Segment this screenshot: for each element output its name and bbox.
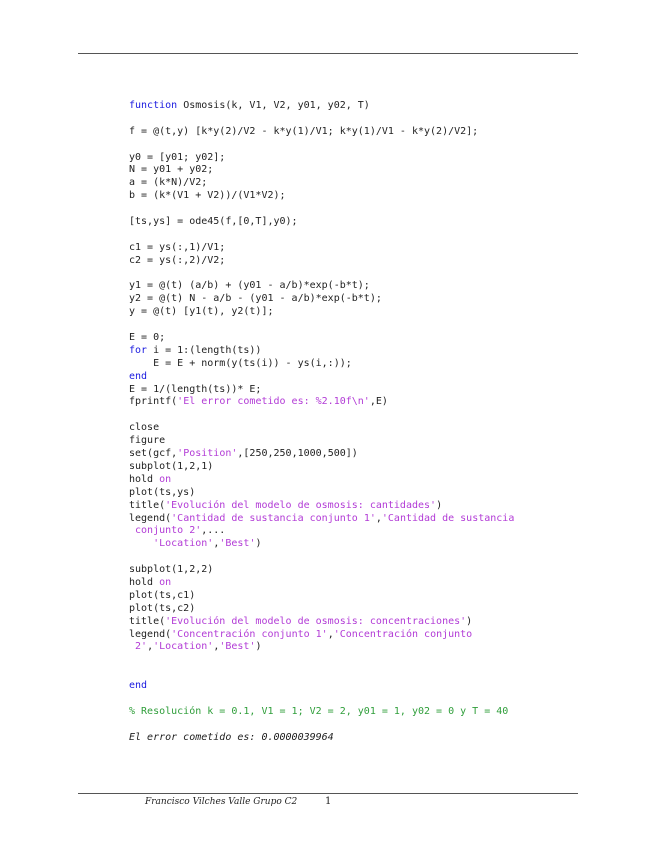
code-line: [129, 487, 569, 500]
code-token-plain: legend(: [129, 512, 172, 524]
code-token-kw: end: [129, 680, 148, 692]
code-token-str: 'Best': [219, 538, 256, 550]
code-token-plain: c2 = ys(:,2)/V2;: [129, 254, 226, 266]
code-token-plain: ): [436, 499, 443, 511]
code-line: [129, 371, 569, 384]
code-token-plain: y = @(t) [y1(t), y2(t)];: [129, 306, 274, 318]
code-token-plain: subplot(1,2,1): [129, 460, 214, 472]
code-token-str: 'Evolución del modelo de osmosis: concentraciones': [165, 615, 467, 627]
code-token-plain: fprintf(: [129, 396, 178, 408]
code-token-comment: % Resolución k = 0.1, V1 = 1; V2 = 2, y01 = 1, y02 = 0 y T = 40: [129, 705, 509, 717]
code-token-str: 'Evolución del modelo de osmosis: cantidades': [165, 499, 437, 511]
code-token-str: on: [159, 576, 172, 588]
code-line: [129, 590, 569, 603]
code-token-str: 2': [129, 641, 148, 653]
footer-rule: [78, 793, 578, 794]
code-token-plain: ,: [147, 641, 154, 653]
code-token-plain: ,: [375, 512, 382, 524]
code-line: [129, 280, 569, 293]
code-token-plain: ): [255, 641, 262, 653]
code-line: [129, 538, 569, 551]
code-line: [129, 474, 569, 487]
code-line: [129, 577, 569, 590]
code-line: [129, 190, 569, 203]
code-line: [129, 358, 569, 371]
code-token-plain: plot(ts,c2): [129, 602, 196, 614]
code-token-str: 'Concentración conjunto: [333, 628, 473, 640]
code-token-str: 'Location': [153, 641, 214, 653]
code-line: [129, 680, 569, 693]
code-token-plain: b = (k*(V1 + V2))/(V1*V2);: [129, 190, 286, 202]
code-token-str: on: [159, 473, 172, 485]
code-line: [129, 229, 569, 242]
code-line: [129, 461, 569, 474]
code-token-plain: i = 1:(length(ts)): [147, 344, 262, 356]
code-token-plain: plot(ts,c1): [129, 589, 196, 601]
code-line: [129, 396, 569, 409]
code-line: [129, 719, 569, 732]
code-line: [129, 435, 569, 448]
code-line: [129, 126, 569, 139]
code-line: [129, 422, 569, 435]
code-token-plain: f = @(t,y) [k*y(2)/V2 - k*y(1)/V1; k*y(1)/V1 - k*y(2)/V2];: [129, 125, 479, 137]
code-token-str: 'Cantidad de sustancia: [381, 512, 515, 524]
code-token-kw: end: [129, 370, 148, 382]
code-line: [129, 100, 569, 113]
code-line: [129, 629, 569, 642]
code-token-plain: close: [129, 422, 160, 434]
code-line: [129, 667, 569, 680]
code-line: [129, 564, 569, 577]
code-line: [129, 113, 569, 126]
code-line: [129, 203, 569, 216]
code-token-plain: c1 = ys(:,1)/V1;: [129, 241, 226, 253]
code-token-plain: ,[250,250,1000,500]): [237, 448, 358, 460]
code-token-plain: hold: [129, 576, 160, 588]
code-line: [129, 319, 569, 332]
header-rule: [78, 53, 578, 54]
code-line: [129, 654, 569, 667]
code-listing: [129, 100, 569, 745]
code-token-plain: a = (k*N)/V2;: [129, 177, 208, 189]
code-token-plain: E = E + norm(y(ts(i)) - ys(i,:));: [129, 357, 352, 369]
code-token-plain: E = 1/(length(ts))* E;: [129, 383, 262, 395]
code-token-str: 'Concentración conjunto 1': [171, 628, 328, 640]
code-token-str: conjunto 2': [129, 525, 202, 537]
code-token-plain: legend(: [129, 628, 172, 640]
code-token-kw: for: [129, 344, 148, 356]
code-line: [129, 255, 569, 268]
code-token-str: 'Best': [219, 641, 256, 653]
code-token-plain: subplot(1,2,2): [129, 564, 214, 576]
code-line: [129, 345, 569, 358]
code-line: [129, 732, 569, 745]
code-token-plain: y2 = @(t) N - a/b - (y01 - a/b)*exp(-b*t);: [129, 293, 382, 305]
code-line: [129, 164, 569, 177]
code-token-plain: set(gcf,: [129, 448, 178, 460]
code-line: [129, 603, 569, 616]
code-line: [129, 616, 569, 629]
code-line: [129, 293, 569, 306]
code-token-output: El error cometido es: 0.0000039964: [129, 731, 334, 743]
code-line: [129, 706, 569, 719]
code-token-plain: title(: [129, 615, 166, 627]
code-line: [129, 409, 569, 422]
code-line: [129, 216, 569, 229]
code-token-plain: [ts,ys] = ode45(f,[0,T],y0);: [129, 216, 298, 228]
code-token-plain: figure: [129, 435, 166, 447]
code-token-plain: ,: [327, 628, 334, 640]
code-line: [129, 641, 569, 654]
code-token-plain: plot(ts,ys): [129, 486, 196, 498]
code-token-plain: Osmosis(k, V1, V2, y01, y02, T): [177, 100, 370, 111]
code-line: [129, 332, 569, 345]
code-token-str: 'Position': [177, 448, 238, 460]
page-number: 1: [325, 796, 332, 807]
code-token-kw: function: [129, 100, 178, 111]
code-line: [129, 139, 569, 152]
code-token-plain: ,: [213, 538, 220, 550]
code-line: [129, 306, 569, 319]
code-token-plain: ,...: [201, 525, 226, 537]
code-line: [129, 384, 569, 397]
code-line: [129, 500, 569, 513]
code-line: [129, 551, 569, 564]
code-token-plain: y1 = @(t) (a/b) + (y01 - a/b)*exp(-b*t);: [129, 280, 370, 292]
code-line: [129, 693, 569, 706]
code-token-str: 'Location': [153, 538, 214, 550]
code-token-str: 'Cantidad de sustancia conjunto 1': [171, 512, 376, 524]
code-token-plain: ,: [213, 641, 220, 653]
code-line: [129, 268, 569, 281]
code-token-plain: ): [466, 615, 473, 627]
code-token-plain: ,E): [369, 396, 388, 408]
code-token-plain: N = y01 + y02;: [129, 164, 214, 176]
code-token-plain: [129, 538, 153, 549]
footer-author: Francisco Vilches Valle Grupo C2: [145, 797, 298, 807]
code-line: [129, 152, 569, 165]
code-token-str: 'El error cometido es: %2.10f\n': [177, 396, 370, 408]
code-line: [129, 242, 569, 255]
code-token-plain: y0 = [y01; y02];: [129, 151, 226, 163]
code-token-plain: ): [255, 538, 262, 550]
code-line: [129, 513, 569, 526]
code-token-plain: hold: [129, 473, 160, 485]
code-line: [129, 525, 569, 538]
code-token-plain: E = 0;: [129, 332, 166, 344]
code-line: [129, 177, 569, 190]
code-line: [129, 448, 569, 461]
code-token-plain: title(: [129, 499, 166, 511]
